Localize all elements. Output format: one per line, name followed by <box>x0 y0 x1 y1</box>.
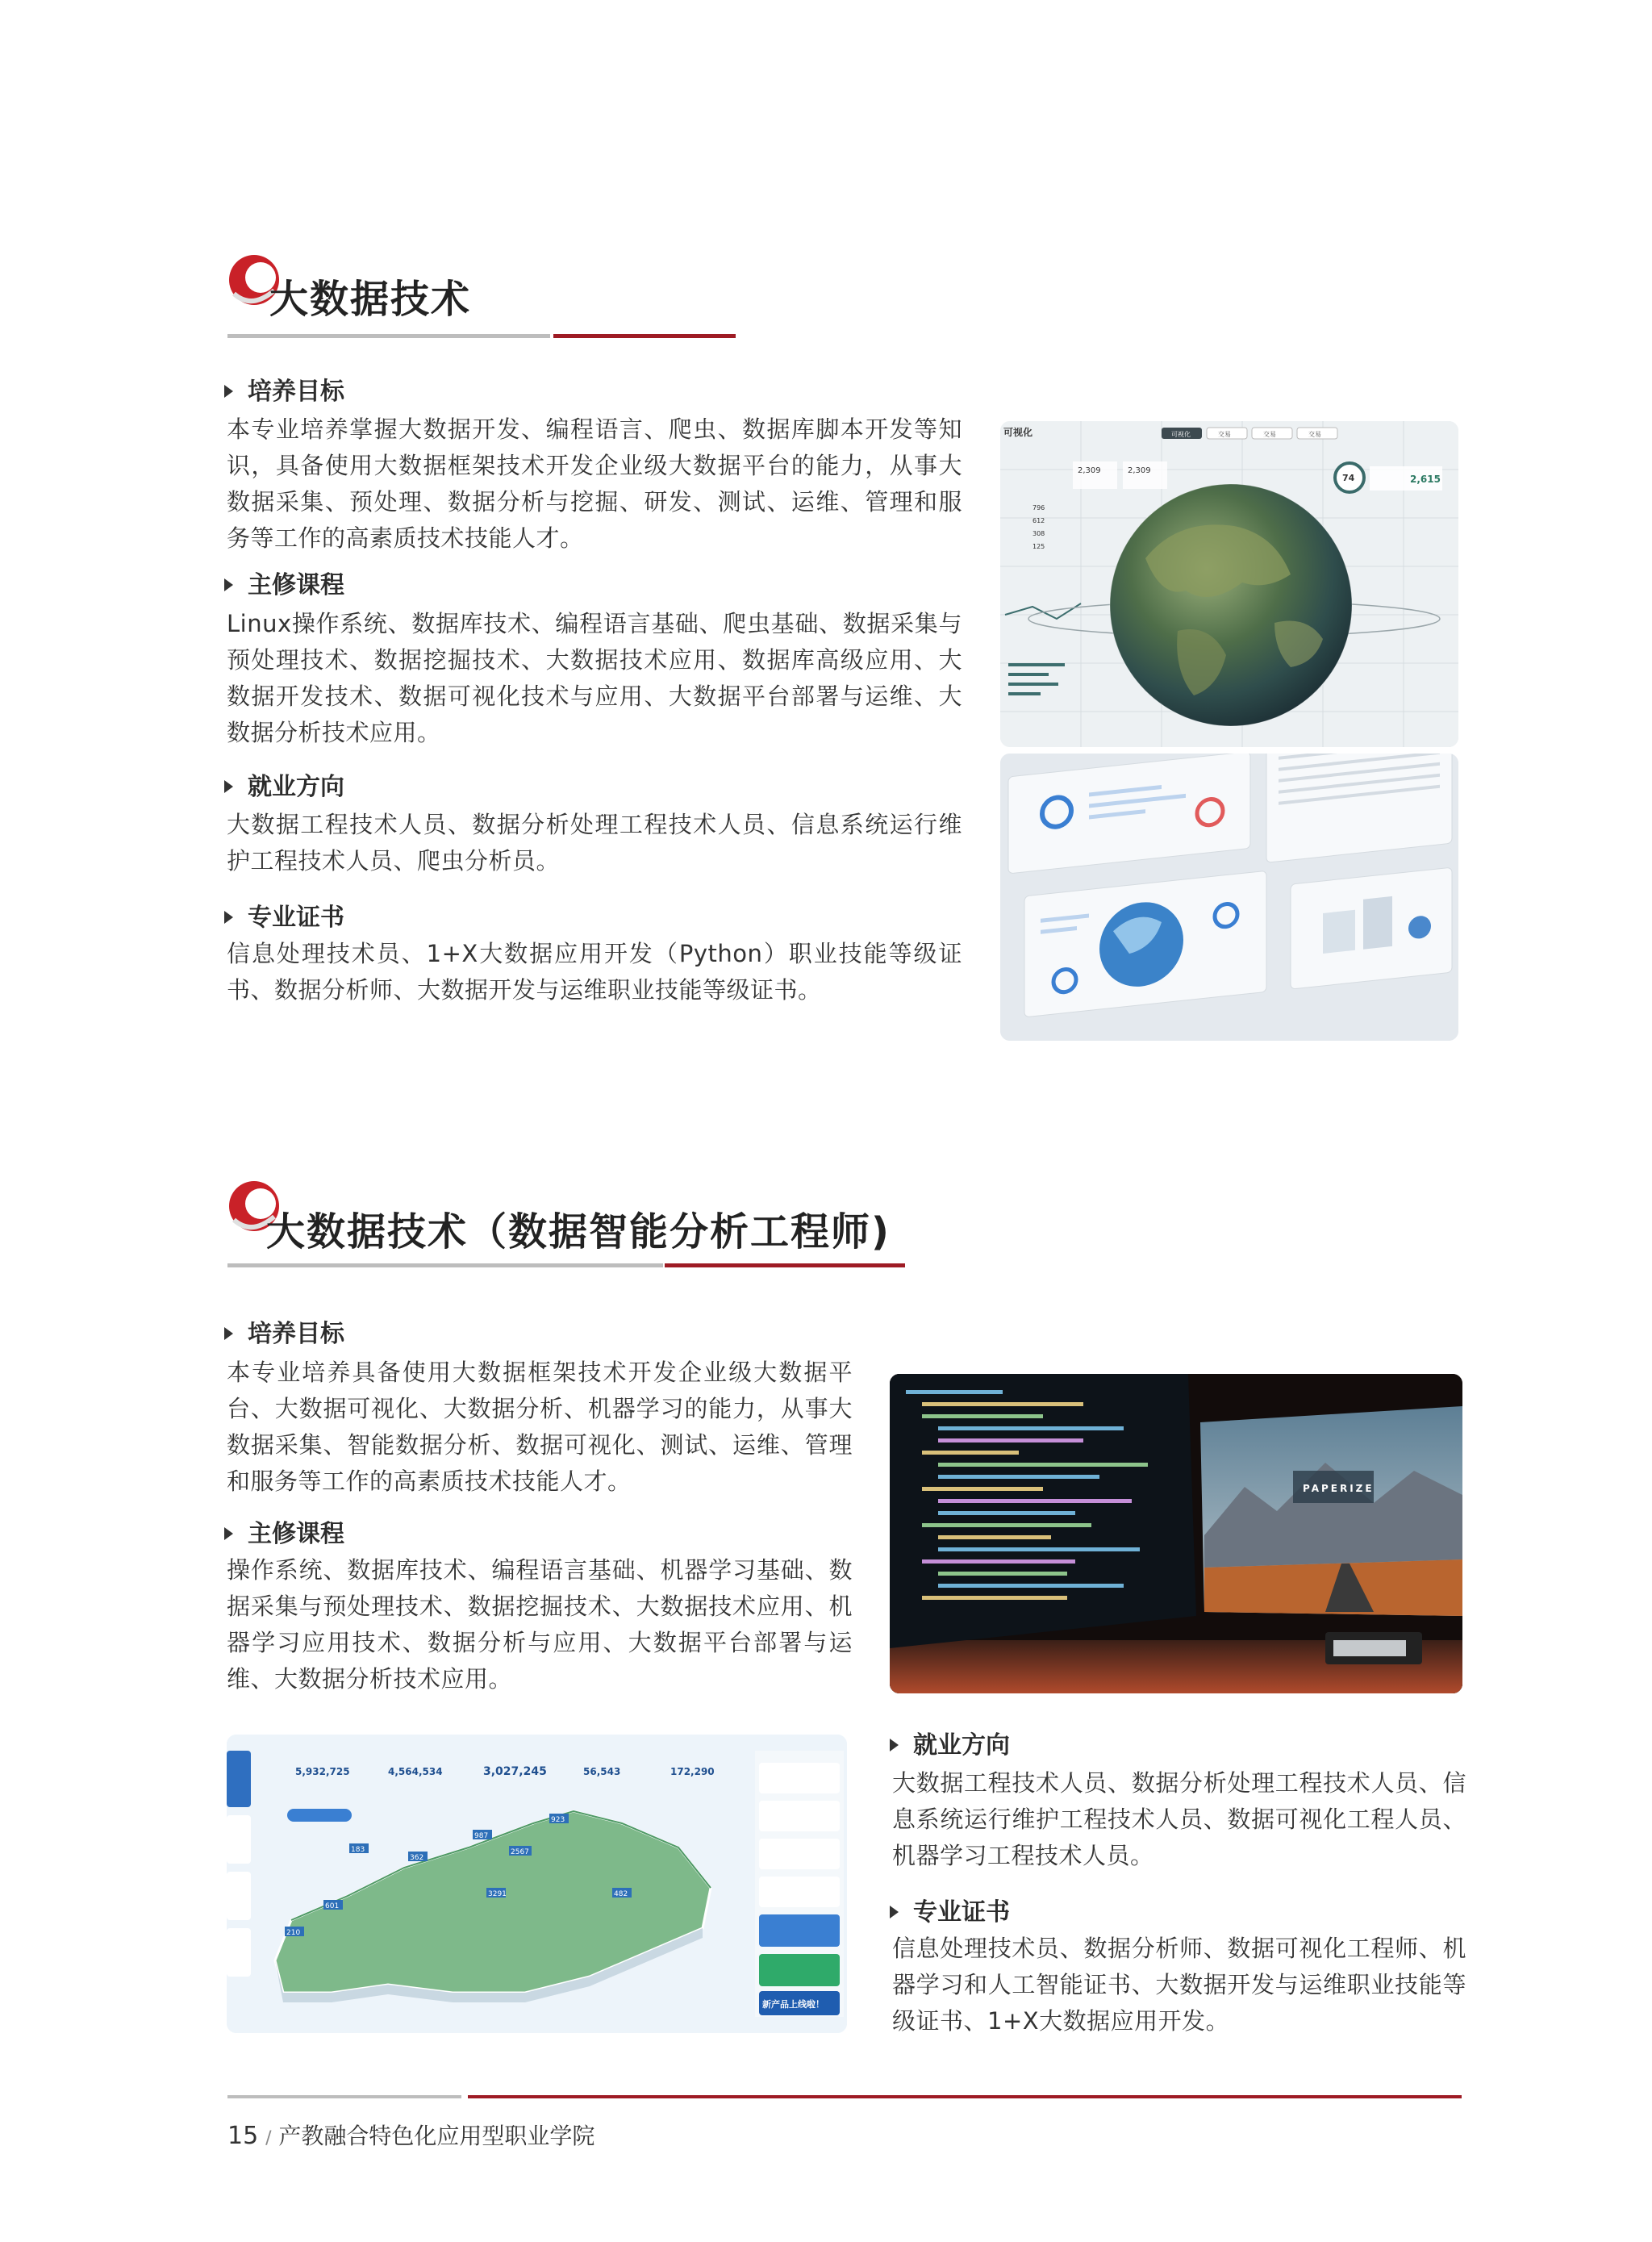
section1-rule-grey <box>227 334 550 338</box>
globe-tab-2: 交易 <box>1263 431 1276 438</box>
section1-cert-heading <box>224 902 344 934</box>
bullet-triangle-icon <box>224 578 233 591</box>
dashboard-collage-image <box>1000 754 1458 1041</box>
section2-jobs-label: 就业方向 <box>913 1731 1010 1760</box>
bullet-triangle-icon <box>890 1739 899 1751</box>
map-dashboard-graphic <box>227 1735 847 2033</box>
section1-jobs-label: 就业方向 <box>248 773 344 801</box>
bullet-triangle-icon <box>224 780 233 793</box>
section2-jobs-heading <box>890 1730 1010 1762</box>
section2-rule-red <box>665 1263 905 1267</box>
section1-courses-label: 主修课程 <box>248 571 344 599</box>
section2-cert-text: 信息处理技术员、数据分析师、数据可视化工程师、机器学习和人工智能证书、大数据开发与运维职业技能等级证书、1+X大数据应用开发。 <box>892 1935 1466 2035</box>
map-stat-4: 172,290 <box>670 1766 715 1777</box>
monitors-photo-graphic <box>890 1374 1462 1693</box>
globe-tab-0: 可视化 <box>1171 431 1191 438</box>
section2-cert-label: 专业证书 <box>913 1898 1010 1927</box>
footer <box>227 2119 594 2151</box>
section1-jobs-heading <box>224 771 344 804</box>
bullet-triangle-icon <box>224 911 233 924</box>
dashboard-collage-graphic <box>1000 754 1458 1041</box>
map-stat-0: 5,932,725 <box>295 1766 350 1777</box>
section2-goal-text: 本专业培养具备使用大数据框架技术开发企业级大数据平台、大数据可视化、大数据分析、机器学习的能力，从事大数据采集、智能数据分析、数据可视化、测试、运维、管理和服务等工作的高素质技术技能人才。 <box>227 1359 853 1495</box>
map-banner-text: 新产品上线啦！ <box>762 1999 824 2010</box>
map-label-8: 3291 <box>488 1890 507 1898</box>
section1-cert-text: 信息处理技术员、1+X大数据应用开发（Python）职业技能等级证书、数据分析师、大数据开发与运维职业技能等级证书。 <box>227 940 962 1004</box>
section1-goal-label: 培养目标 <box>248 378 344 406</box>
map-label-0: 183 <box>351 1846 365 1854</box>
globe-list-0: 796 <box>1032 504 1045 511</box>
globe-stat-a: 2,309 <box>1078 466 1101 475</box>
section1-goal-text: 本专业培养掌握大数据开发、编程语言、爬虫、数据库脚本开发等知识，具备使用大数据框架技术开发企业级大数据平台的能力，从事大数据采集、预处理、数据分析与挖掘、研发、测试、运维、管理和服务等工作的高素质技术技能人才。 <box>227 415 962 552</box>
section1-courses-text: Linux操作系统、数据库技术、编程语言基础、爬虫基础、数据采集与预处理技术、数据挖掘技术、大数据技术应用、数据库高级应用、大数据开发技术、数据可视化技术与应用、大数据平台部署与运维、大数据分析技术应用。 <box>227 610 962 746</box>
globe-tab-1: 交易 <box>1218 431 1231 438</box>
monitors-photo-image <box>890 1374 1462 1693</box>
section1-jobs-text: 大数据工程技术人员、数据分析处理工程技术人员、信息系统运行维护工程技术人员、爬虫分析员。 <box>227 811 962 875</box>
map-stat-3: 56,543 <box>583 1766 621 1777</box>
map-label-2: 2567 <box>511 1848 529 1856</box>
globe-stat-b: 2,309 <box>1128 466 1151 475</box>
map-stat-2: 3,027,245 <box>483 1765 547 1778</box>
section1-rule-red <box>553 334 736 338</box>
section2-goal-label: 培养目标 <box>248 1320 344 1348</box>
section2-courses-label: 主修课程 <box>248 1520 344 1548</box>
section1-title: 大数据技术 <box>269 277 472 322</box>
section2-title: 大数据技术（数据智能分析工程师) <box>266 1209 891 1255</box>
map-label-3: 923 <box>551 1816 565 1824</box>
map-label-6: 210 <box>286 1929 301 1937</box>
map-dashboard-image <box>227 1735 847 2033</box>
bullet-triangle-icon <box>224 1527 233 1540</box>
bullet-triangle-icon <box>224 1327 233 1340</box>
map-label-5: 601 <box>325 1902 340 1910</box>
globe-list-1: 612 <box>1032 517 1045 524</box>
globe-list-3: 125 <box>1032 543 1045 550</box>
globe-stat-c: 2,615 <box>1410 474 1441 485</box>
footer-rule-grey <box>227 2095 461 2098</box>
map-label-7: 482 <box>614 1890 628 1898</box>
footer-rule-red <box>468 2095 1462 2098</box>
globe-gauge-value: 74 <box>1342 473 1355 483</box>
globe-header-text: 可视化 <box>1003 427 1033 438</box>
bullet-triangle-icon <box>890 1906 899 1918</box>
section2-courses-text: 操作系统、数据库技术、编程语言基础、机器学习基础、数据采集与预处理技术、数据挖掘技术、大数据技术应用、机器学习应用技术、数据分析与应用、大数据平台部署与运维、大数据分析技术应用。 <box>227 1556 853 1693</box>
map-label-4: 362 <box>410 1854 424 1862</box>
globe-dashboard-graphic <box>1000 421 1458 747</box>
globe-tab-3: 交易 <box>1308 431 1321 438</box>
monitor-screen-text: PAPERIZE <box>1303 1483 1375 1494</box>
map-stat-1: 4,564,534 <box>388 1766 443 1777</box>
globe-list-2: 308 <box>1032 530 1045 537</box>
section2-cert-heading <box>890 1897 1010 1929</box>
bullet-triangle-icon <box>224 385 233 398</box>
footer-slash: / <box>265 2128 272 2148</box>
section2-jobs-text: 大数据工程技术人员、数据分析处理工程技术人员、信息系统运行维护工程技术人员、数据可视化工程人员、机器学习工程技术人员。 <box>892 1769 1466 1869</box>
section1-goal-heading <box>224 376 344 408</box>
section2-courses-heading <box>224 1518 344 1551</box>
footer-text: 产教融合特色化应用型职业学院 <box>278 2123 595 2149</box>
section2-goal-heading <box>224 1318 344 1351</box>
page-number: 15 <box>227 2122 259 2150</box>
section1-cert-label: 专业证书 <box>248 904 344 932</box>
section1-courses-heading <box>224 570 344 602</box>
section2-rule-grey <box>227 1263 663 1267</box>
map-label-1: 987 <box>474 1832 489 1840</box>
globe-dashboard-image <box>1000 421 1458 747</box>
